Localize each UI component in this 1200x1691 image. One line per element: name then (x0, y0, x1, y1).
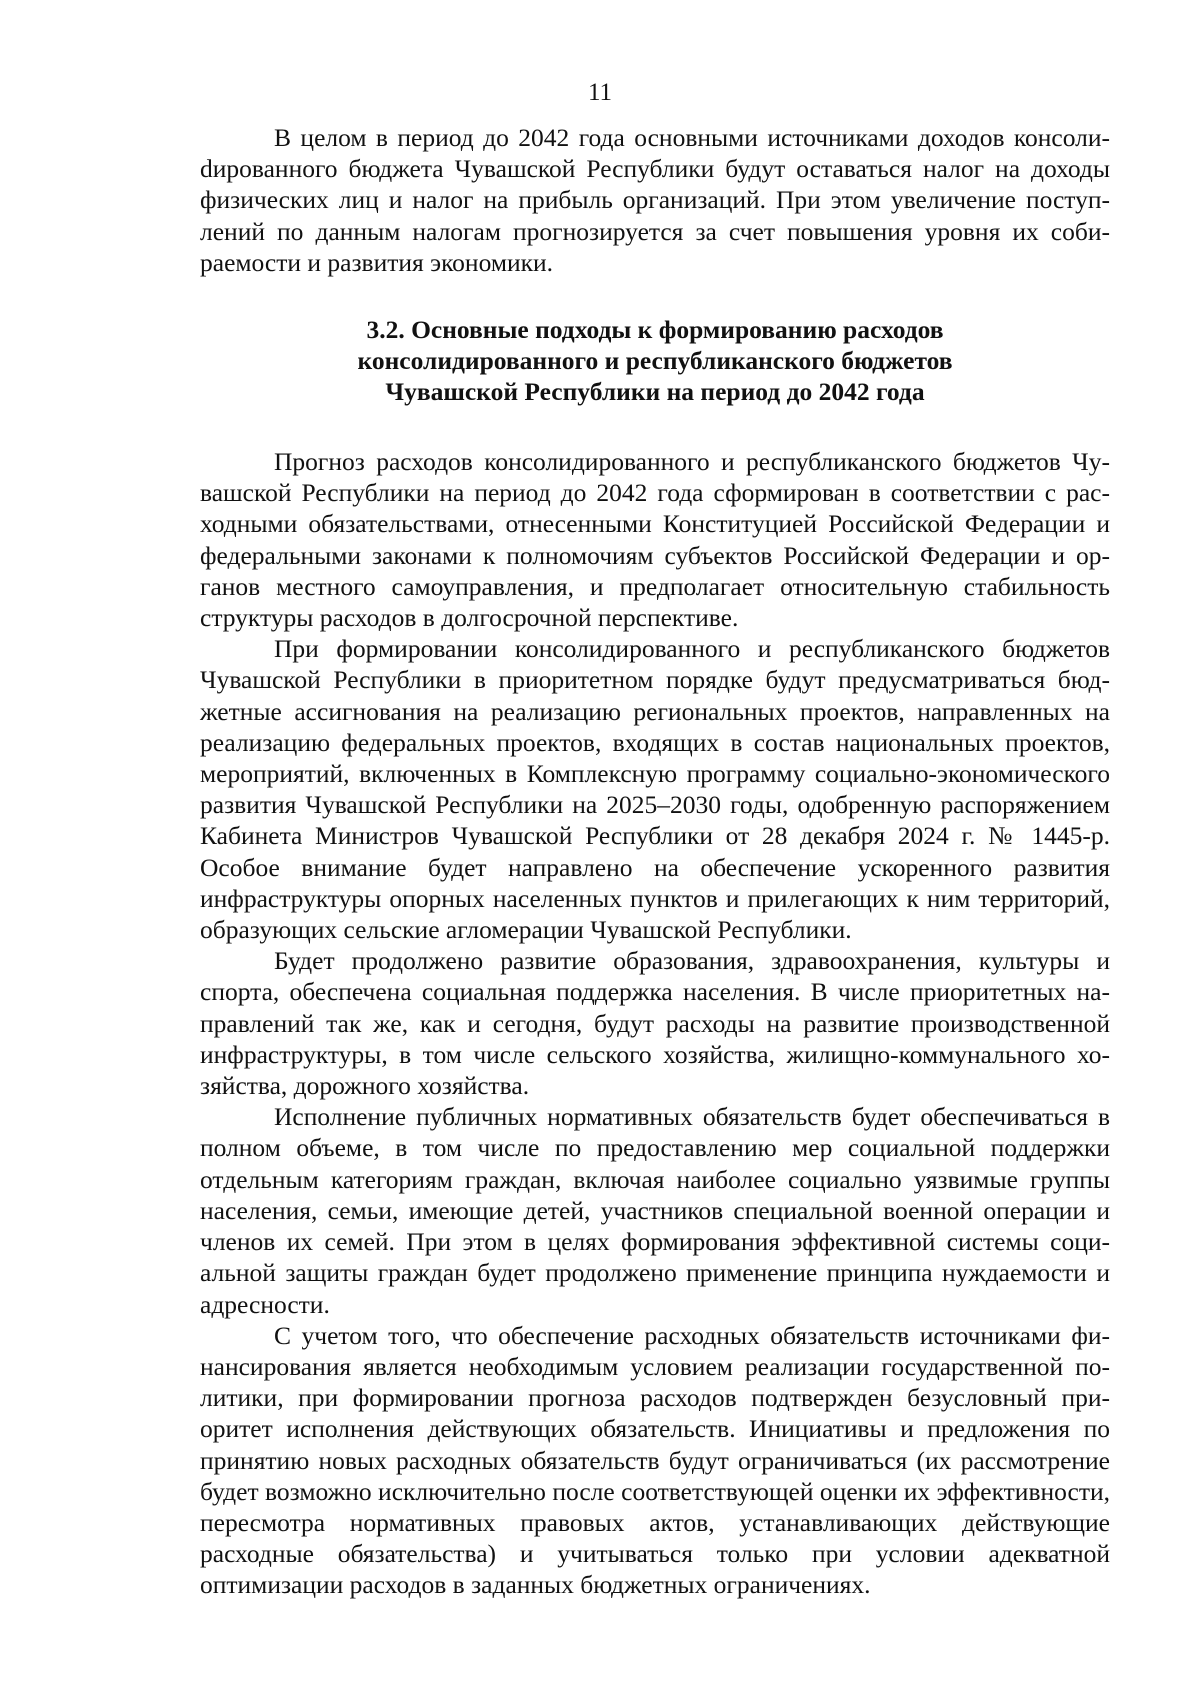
section-heading-line-2: консолидированного и республиканского бюджетов (357, 346, 953, 376)
paragraph-public-obligations: Исполнение публичных нормативных обязательств будет обеспечиваться в полном объеме, в том числе по предоставлению мер социальной поддержки отдельным категориям граждан, включая наиболее социально уязвимые группы населения, семьи, имеющие детей, участников специальной военной операции и членов их семей. При этом в целях формирования эффективной системы социальной защиты граждан будет продолжено применение принципа нуждаемости и адресности. (200, 1102, 1110, 1319)
page-number: 11 (587, 79, 613, 106)
section-heading-line-3: Чувашской Республики на период до 2042 года (385, 377, 925, 407)
intro-paragraph: В целом в период до 2042 года основными источниками доходов консолиdированного бюджета Чувашской Республики будут оставаться налог на доходы физических лиц и налог на прибыль организаций. При этом увеличение поступлений по данным налогам прогнозируется за счет повышения уровня их собираемости и развития экономики. (200, 123, 1110, 277)
paragraph-social-development: Будет продолжено развитие образования, здравоохранения, культуры и спорта, обеспечена социальная поддержка населения. В числе приоритетных направлений так же, как и сегодня, будут расходы на развитие производственной инфраструктуры, в том числе сельского хозяйства, жилищно-коммунального хозяйства, дорожного хозяйства. (200, 946, 1110, 1101)
paragraph-expenditure-forecast: Прогноз расходов консолидированного и республиканского бюджетов Чувашской Республики на период до 2042 года сформирован в соответствии с расходными обязательствами, отнесенными Конституцией Российской Федерации и федеральными законами к полномочиям субъектов Российской Федерации и органов местного самоуправления, и предполагает относительную стабильность структуры расходов в долгосрочной перспективе. (200, 447, 1110, 633)
paragraph-new-obligations: С учетом того, что обеспечение расходных обязательств источниками финансирования является необходимым условием реализации государственной политики, при формировании прогноза расходов подтвержден безусловный приоритет исполнения действующих обязательств. Инициативы и предложения по принятию новых расходных обязательств будут ограничиваться (их рассмотрение будет возможно исключительно после соответствующей оценки их эффективности, пересмотра нормативных правовых актов, устанавливающих действующие расходные обязательства) и учитываться только при условии адекватной оптимизации расходов в заданных бюджетных ограничениях. (200, 1320, 1110, 1600)
document-body (200, 122, 1110, 1601)
section-heading (200, 314, 1110, 407)
paragraph-priority-allocations: При формировании консолидированного и республиканского бюджетов Чувашской Республики в приоритетном порядке будут предусматриваться бюджетные ассигнования на реализацию региональных проектов, направленных на реализацию федеральных проектов, входящих в состав национальных проектов, мероприятий, включенных в Комплексную программу социально-экономического развития Чувашской Республики на 2025–2030 годы, одобренную распоряжением Кабинета Министров Чувашской Республики от 28 декабря 2024 г. № 1445-р. Особое внимание будет направлено на обеспечение ускоренного развития инфраструктуры опорных населенных пунктов и прилегающих к ним территорий, образующих сельские агломерации Чувашской Республики. (200, 634, 1110, 945)
section-heading-line-1: 3.2. Основные подходы к формированию расходов (366, 315, 944, 345)
